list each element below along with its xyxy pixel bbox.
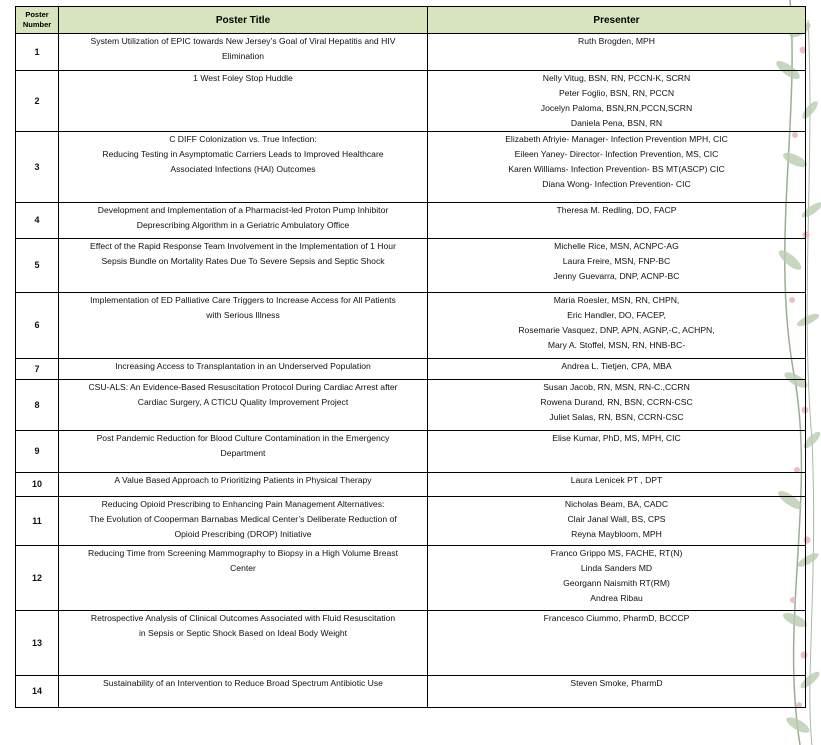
- poster-title-cell: [59, 473, 428, 497]
- table-row: [16, 380, 806, 431]
- poster-number-header: [16, 7, 59, 34]
- poster-number-cell: 4: [16, 203, 59, 239]
- table-row: [16, 132, 806, 203]
- presenter-name: Michelle Rice, MSN, ACNPC-AG: [554, 241, 679, 251]
- poster-title-line: Elimination: [221, 51, 265, 61]
- poster-number-cell: 9: [16, 431, 59, 473]
- poster-title-line: C DIFF Colonization vs. True Infection:: [169, 134, 317, 144]
- presenter-name: Peter Foglio, BSN, RN, PCCN: [558, 88, 675, 98]
- presenter-cell: [428, 431, 806, 473]
- presenter-name: Elizabeth Afriyie- Manager- Infection Prevention MPH, CIC: [505, 134, 728, 144]
- poster-title-cell: [59, 380, 428, 431]
- poster-title-cell: [59, 132, 428, 203]
- poster-title-line: Retrospective Analysis of Clinical Outcomes Associated with Fluid Resuscitation: [90, 613, 396, 623]
- presenter-cell: [428, 293, 806, 359]
- presenter-name: Andrea L. Tietjen, CPA, MBA: [561, 361, 672, 371]
- poster-title-cell: [59, 431, 428, 473]
- presenter-cell: [428, 676, 806, 708]
- presenter-name: Nicholas Beam, BA, CADC: [564, 499, 669, 509]
- presenter-name: Maria Roesler, MSN, RN, CHPN,: [553, 295, 680, 305]
- presenter-name: Jenny Guevarra, DNP, ACNP-BC: [553, 271, 680, 281]
- presenter-name: Jocelyn Paloma, BSN,RN,PCCN,SCRN: [540, 103, 693, 113]
- poster-title-cell: [59, 497, 428, 546]
- presenter-name: Susan Jacob, RN, MSN, RN-C.,CCRN: [543, 382, 690, 392]
- poster-title-line: Post Pandemic Reduction for Blood Culture Contamination in the Emergency: [96, 433, 390, 443]
- poster-title-line: Center: [230, 563, 256, 573]
- table-header-row: [16, 7, 806, 34]
- table-row: [16, 239, 806, 293]
- presenter-cell: [428, 34, 806, 71]
- poster-title-cell: [59, 71, 428, 132]
- poster-number-cell: 3: [16, 132, 59, 203]
- poster-number-header-line1: Poster: [25, 10, 49, 19]
- presenter-name: Eric Handler, DO, FACEP,: [567, 310, 666, 320]
- presenter-name: Juliet Salas, RN, BSN, CCRN-CSC: [549, 412, 684, 422]
- poster-title-cell: [59, 239, 428, 293]
- poster-title-cell: [59, 359, 428, 380]
- table-row: [16, 676, 806, 708]
- presenter-cell: [428, 71, 806, 132]
- table-row: [16, 293, 806, 359]
- poster-number-cell: 5: [16, 239, 59, 293]
- poster-number-cell: 1: [16, 34, 59, 71]
- poster-number-cell: 10: [16, 473, 59, 497]
- presenter-name: Franco Grippo MS, FACHE, RT(N): [550, 548, 683, 558]
- presenter-cell: [428, 473, 806, 497]
- presenter-cell: [428, 497, 806, 546]
- poster-title-line: Effect of the Rapid Response Team Involvement in the Implementation of 1 Hour: [90, 241, 396, 251]
- poster-title-line: Deprescribing Algorithm in a Geriatric Ambulatory Office: [136, 220, 350, 230]
- table-row: [16, 497, 806, 546]
- presenter-name: Laura Lenicek PT , DPT: [570, 475, 663, 485]
- poster-title-line: with Serious Illness: [206, 310, 280, 320]
- poster-title-line: Implementation of ED Palliative Care Triggers to Increase Access for All Patients: [90, 295, 396, 305]
- poster-title-cell: [59, 293, 428, 359]
- presenter-cell: [428, 239, 806, 293]
- presenter-name: Diana Wong- Infection Prevention- CIC: [542, 179, 691, 189]
- presenter-cell: [428, 203, 806, 239]
- presenter-name: Elise Kumar, PhD, MS, MPH, CIC: [552, 433, 681, 443]
- poster-title-line: Reducing Time from Screening Mammography to Biopsy in a High Volume Breast: [88, 548, 398, 558]
- presenter-cell: [428, 359, 806, 380]
- poster-title-line: Opioid Prescribing (DROP) Initiative: [174, 529, 312, 539]
- table-row: [16, 34, 806, 71]
- poster-number-cell: 13: [16, 611, 59, 676]
- poster-number-header-line2: Number: [22, 20, 52, 29]
- poster-title-line: Associated Infections (HAI) Outcomes: [170, 164, 316, 174]
- table-row: [16, 359, 806, 380]
- presenter-name: Karen Williams- Infection Prevention- BS MT(ASCP) CIC: [508, 164, 725, 174]
- table-row: [16, 546, 806, 611]
- presenter-name: Francesco Ciummo, PharmD, BCCCP: [543, 613, 690, 623]
- presenter-name: Nelly Vitug, BSN, RN, PCCN-K, SCRN: [542, 73, 691, 83]
- presenter-name: Daniela Pena, BSN, RN: [570, 118, 663, 128]
- presenter-name: Theresa M. Redling, DO, FACP: [556, 205, 677, 215]
- poster-title-cell: [59, 676, 428, 708]
- poster-title-line: Sepsis Bundle on Mortality Rates Due To Severe Sepsis and Septic Shock: [101, 256, 385, 266]
- poster-title-cell: [59, 611, 428, 676]
- poster-title-line: Reducing Testing in Asymptomatic Carriers Leads to Improved Healthcare: [102, 149, 384, 159]
- presenter-name: Rowena Durand, RN, BSN, CCRN-CSC: [540, 397, 693, 407]
- poster-title-line: Department: [220, 448, 266, 458]
- poster-number-cell: 14: [16, 676, 59, 708]
- presenter-name: Rosemarie Vasquez, DNP, APN, AGNP,-C, ACHPN,: [518, 325, 715, 335]
- presenter-name: Mary A. Stoffel, MSN, RN, HNB-BC-: [547, 340, 686, 350]
- presenter-name: Linda Sanders MD: [580, 563, 653, 573]
- table-row: [16, 71, 806, 132]
- presenter-name: Reyna Maybloom, MPH: [571, 529, 662, 539]
- presenter-cell: [428, 546, 806, 611]
- poster-title-line: Increasing Access to Transplantation in an Underserved Population: [115, 361, 371, 371]
- poster-title-line: System Utilization of EPIC towards New Jersey’s Goal of Viral Hepatitis and HIV: [90, 36, 396, 46]
- poster-title-header: Poster Title: [59, 7, 428, 34]
- presenter-name: Ruth Brogden, MPH: [578, 36, 655, 46]
- poster-title-cell: [59, 34, 428, 71]
- presenter-cell: [428, 611, 806, 676]
- poster-title-cell: [59, 203, 428, 239]
- presenter-header: Presenter: [428, 7, 806, 34]
- poster-number-cell: 8: [16, 380, 59, 431]
- presenter-cell: [428, 380, 806, 431]
- poster-number-cell: 7: [16, 359, 59, 380]
- poster-title-line: CSU-ALS: An Evidence-Based Resuscitation Protocol During Cardiac Arrest after: [88, 382, 398, 392]
- table-row: [16, 431, 806, 473]
- poster-title-line: A Value Based Approach to Prioritizing Patients in Physical Therapy: [114, 475, 372, 485]
- presenter-cell: [428, 132, 806, 203]
- presenter-name: Clair Janal Wall, BS, CPS: [567, 514, 666, 524]
- poster-table: [15, 6, 806, 708]
- presenter-name: Andrea Ribau: [590, 593, 643, 603]
- presenter-name: Steven Smoke, PharmD: [570, 678, 663, 688]
- table-row: [16, 473, 806, 497]
- poster-title-line: in Sepsis or Septic Shock Based on Ideal Body Weight: [138, 628, 348, 638]
- poster-title-cell: [59, 546, 428, 611]
- table-row: [16, 203, 806, 239]
- poster-title-line: The Evolution of Cooperman Barnabas Medical Center’s Deliberate Reduction of: [89, 514, 397, 524]
- poster-number-cell: 11: [16, 497, 59, 546]
- poster-number-cell: 12: [16, 546, 59, 611]
- presenter-name: Georgann Naismith RT(RM): [563, 578, 670, 588]
- presenter-name: Eileen Yaney- Director- Infection Prevention, MS, CIC: [514, 149, 719, 159]
- poster-title-line: 1 West Foley Stop Huddle: [193, 73, 293, 83]
- poster-number-cell: 6: [16, 293, 59, 359]
- poster-title-line: Cardiac Surgery, A CTICU Quality Improvement Project: [137, 397, 349, 407]
- poster-title-line: Sustainability of an Intervention to Reduce Broad Spectrum Antibiotic Use: [103, 678, 383, 688]
- table-row: [16, 611, 806, 676]
- poster-number-cell: 2: [16, 71, 59, 132]
- poster-title-line: Reducing Opioid Prescribing to Enhancing Pain Management Alternatives:: [101, 499, 385, 509]
- presenter-name: Laura Freire, MSN, FNP-BC: [562, 256, 671, 266]
- poster-title-line: Development and Implementation of a Pharmacist-led Proton Pump Inhibitor: [97, 205, 389, 215]
